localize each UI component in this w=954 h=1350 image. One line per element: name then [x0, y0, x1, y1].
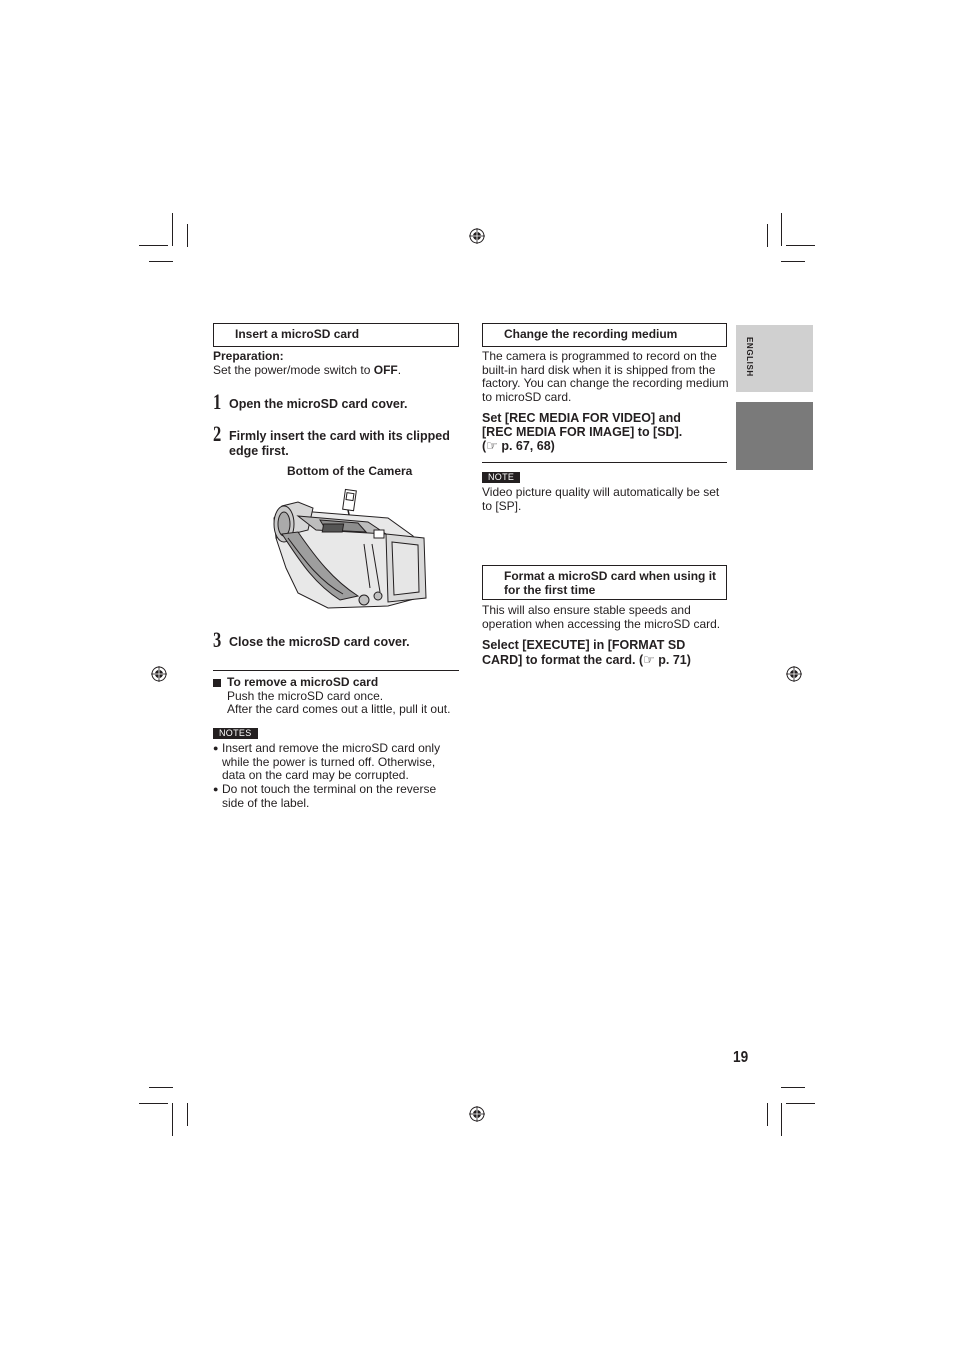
- section-title-format-card: Format a microSD card when using it for the first time: [482, 565, 727, 600]
- section-title-recording-medium: Change the recording medium: [482, 323, 727, 347]
- note-item: ● Do not touch the terminal on the reverse side of the label.: [213, 782, 437, 810]
- crop-mark: [781, 1103, 782, 1136]
- crop-mark: [767, 1103, 768, 1126]
- crop-mark: [767, 224, 768, 247]
- notes-tag: NOTES: [213, 728, 258, 739]
- note-item: ● Insert and remove the microSD card only while the power is turned off. Otherwise, data on the card may be corrupted.: [213, 741, 441, 783]
- square-bullet-icon: [213, 679, 221, 687]
- crop-mark: [781, 1087, 805, 1088]
- page-number: 19: [733, 1049, 749, 1066]
- remove-heading: To remove a microSD card: [227, 675, 379, 689]
- bullet-dot-icon: ●: [213, 784, 219, 794]
- crop-mark: [786, 1103, 815, 1104]
- registration-mark-icon: [786, 666, 802, 682]
- remove-line-2: After the card comes out a little, pull it out.: [227, 702, 451, 716]
- registration-mark-icon: [469, 1106, 485, 1122]
- crop-mark: [786, 245, 815, 246]
- crop-mark: [149, 1087, 173, 1088]
- crop-mark: [187, 1103, 188, 1126]
- section1-body: The camera is programmed to record on the built-in hard disk when it is shipped from the factory. You can change the recording medium to microSD card.: [482, 349, 729, 404]
- note-tag: NOTE: [482, 472, 520, 483]
- side-tab-label: ENGLISH: [745, 337, 754, 377]
- step-number: 3: [213, 627, 222, 652]
- divider: [213, 670, 459, 671]
- crop-mark: [139, 245, 168, 246]
- crop-mark: [781, 213, 782, 246]
- step-text: Open the microSD card cover.: [229, 397, 408, 411]
- crop-mark: [187, 224, 188, 247]
- section1-instruction-line-1: Set [REC MEDIA FOR VIDEO] and: [482, 411, 681, 425]
- divider: [482, 462, 727, 463]
- step-text: Firmly insert the card with its clipped edge first.: [229, 429, 450, 458]
- step-number: 2: [213, 421, 222, 446]
- crop-mark: [781, 261, 805, 262]
- side-tab-block: [736, 402, 813, 470]
- section2-body: This will also ensure stable speeds and operation when accessing the microSD card.: [482, 603, 721, 631]
- remove-line-1: Push the microSD card once.: [227, 689, 384, 703]
- crop-mark: [149, 261, 173, 262]
- pointing-hand-icon: ☞: [486, 438, 498, 453]
- preparation-text: Set the power/mode switch to OFF.: [213, 363, 402, 377]
- figure-caption: Bottom of the Camera: [287, 464, 413, 478]
- camera-illustration: [268, 488, 430, 614]
- registration-mark-icon: [151, 666, 167, 682]
- section-title-insert-card: Insert a microSD card: [213, 323, 459, 347]
- section1-page-ref: (☞ p. 67, 68): [482, 438, 555, 453]
- crop-mark: [172, 1103, 173, 1136]
- note-text: Video picture quality will automatically be set to [SP].: [482, 485, 720, 513]
- step-text: Close the microSD card cover.: [229, 635, 410, 649]
- step-number: 1: [213, 389, 222, 414]
- crop-mark: [139, 1103, 168, 1104]
- preparation-label: Preparation:: [213, 349, 284, 363]
- pointing-hand-icon: ☞: [643, 651, 655, 667]
- crop-mark: [172, 213, 173, 246]
- side-tab-language: [736, 325, 813, 392]
- section1-instruction-line-2: [REC MEDIA FOR IMAGE] to [SD].: [482, 425, 683, 439]
- registration-mark-icon: [469, 228, 485, 244]
- section2-instruction: Select [EXECUTE] in [FORMAT SD CARD] to format the card. (☞ p. 71): [482, 638, 691, 667]
- bullet-dot-icon: ●: [213, 743, 219, 753]
